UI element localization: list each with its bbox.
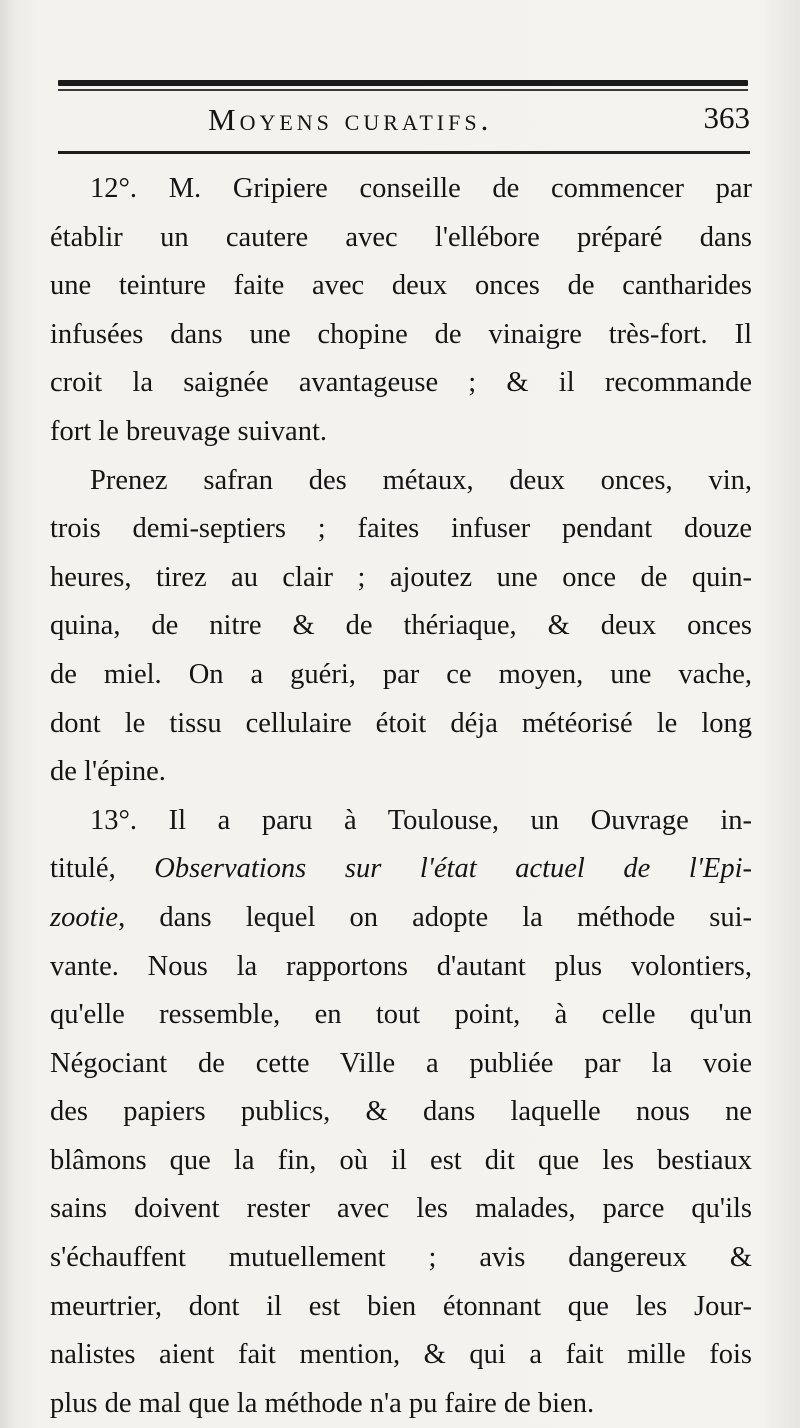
body-text bbox=[50, 165, 752, 1428]
text-line: de miel. On a guéri, par ce moyen, une vache, bbox=[50, 658, 752, 690]
running-head: Moyens curatifs. bbox=[208, 102, 493, 137]
text-line: quina, de nitre & de thériaque, & deux onces bbox=[50, 610, 752, 642]
page-number: 363 bbox=[703, 100, 750, 135]
header-rule-bottom bbox=[58, 151, 750, 154]
text-line: Négociant de cette Ville a publiée par la voie bbox=[50, 1047, 752, 1079]
text-line: blâmons que la fin, où il est dit que les bestiaux bbox=[50, 1144, 752, 1176]
text-line: 12°. M. Gripiere conseille de commencer par bbox=[90, 173, 752, 204]
text-line: plus de mal que la méthode n'a pu faire de bien. bbox=[50, 1387, 595, 1419]
text-line: trois demi-septiers ; faites infuser pendant douze bbox=[50, 513, 752, 545]
text-line: nalistes aient fait mention, & qui a fait mille fois bbox=[50, 1339, 752, 1371]
text-line: Prenez safran des métaux, deux onces, vin, bbox=[90, 464, 752, 496]
text-line: infusées dans une chopine de vinaigre très-fort. Il bbox=[50, 318, 752, 350]
text-line: croit la saignée avantageuse ; & il recommande bbox=[50, 367, 752, 399]
text-line: 13°. Il a paru à Toulouse, un Ouvrage in- bbox=[90, 804, 752, 836]
italic-title: Observations sur l'état actuel de l'Epi- bbox=[154, 853, 752, 885]
text-line: vante. Nous la rapportons d'autant plus volontiers, bbox=[50, 950, 752, 982]
italic-title: zootie bbox=[50, 901, 119, 933]
text-line: établir un cautere avec l'ellébore préparé dans bbox=[50, 221, 752, 253]
text-line: s'échauffent mutuellement ; avis dangereux & bbox=[50, 1242, 752, 1274]
text-line-italic-mixed bbox=[50, 894, 752, 943]
text-segment: , dans lequel on adopte la méthode sui- bbox=[118, 901, 752, 933]
text-line: meurtrier, dont il est bien étonnant que les Jour- bbox=[50, 1290, 752, 1322]
text-line: de l'épine. bbox=[50, 756, 166, 788]
text-line: heures, tirez au clair ; ajoutez une once de quin- bbox=[50, 561, 752, 593]
header-rule-thin bbox=[58, 89, 748, 91]
text-line: des papiers publics, & dans laquelle nous ne bbox=[50, 1096, 752, 1128]
page-header bbox=[58, 98, 750, 144]
text-line: fort le breuvage suivant. bbox=[50, 415, 327, 447]
text-segment: titulé, bbox=[50, 853, 155, 885]
header-rule-thick bbox=[58, 80, 748, 86]
text-line: dont le tissu cellulaire étoit déja météorisé le long bbox=[50, 707, 752, 739]
text-line-italic-mixed bbox=[50, 845, 752, 894]
text-line: sains doivent rester avec les malades, parce qu'ils bbox=[50, 1193, 752, 1225]
text-line: qu'elle ressemble, en tout point, à celle qu'un bbox=[50, 999, 752, 1031]
text-line: une teinture faite avec deux onces de cantharides bbox=[50, 270, 752, 302]
